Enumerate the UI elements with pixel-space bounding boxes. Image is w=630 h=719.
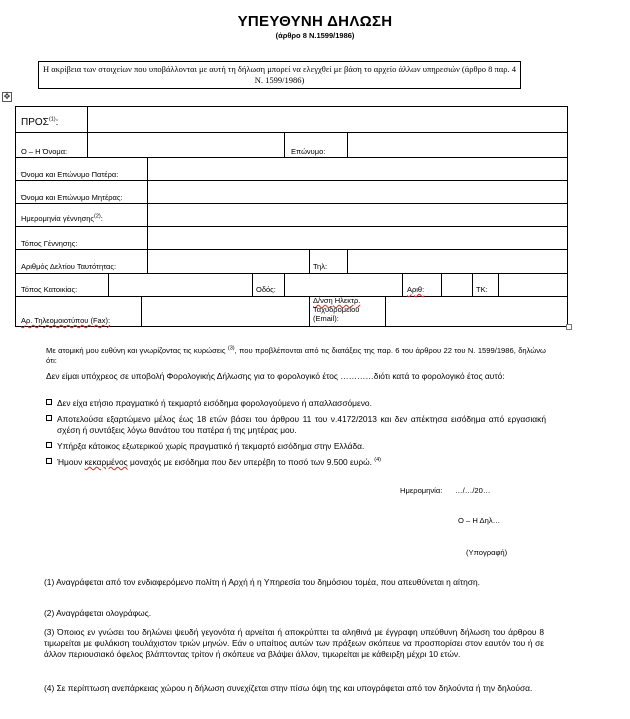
- cell-divider: [498, 273, 499, 296]
- declaration-form-table: [15, 106, 568, 327]
- cell-divider: [385, 296, 386, 327]
- row-divider: [16, 180, 567, 181]
- date-line: Ημερομηνία: …/…/20…: [400, 486, 491, 495]
- cell-divider: [472, 273, 473, 296]
- row-divider: [16, 273, 567, 274]
- option-row-1[interactable]: Δεν είχα ετήσιο πραγματικό ή τεκμαρτό εισόδημα φορολογούμενο ή απαλλασσόμενο.: [46, 398, 546, 409]
- footnote-3: (3) Όποιος εν γνώσει του δηλώνει ψευδή γεγονότα ή αρνείται ή αποκρύπτει τα αληθινά με έγγραφη υπεύθυνη δήλωση του άρθρου 8 τιμωρείται με φυλάκιση τουλάχιστον τριών μηνών. Εάν ο υπαίτιος αυτών των πράξεων σκόπευε να προσπορίσει στον εαυτόν του ή σε άλλον περιουσιακό όφελος βλάπτοντας τρίτον ή σκόπευε να βλάψει άλλον, τιμωρείται με κάθειρξη μέχρι 10 ετών.: [44, 627, 544, 659]
- first-name-label: Ο – Η Όνομα:: [21, 147, 68, 156]
- residence-label: Τόπος Κατοικίας:: [21, 285, 78, 294]
- row-divider: [16, 249, 567, 250]
- cell-divider: [141, 296, 142, 327]
- checkbox-icon[interactable]: [46, 442, 52, 448]
- table-resize-handle[interactable]: [566, 324, 572, 330]
- row-divider: [16, 157, 567, 158]
- cell-divider: [87, 132, 88, 157]
- cell-divider: [147, 249, 148, 273]
- cell-divider: [309, 249, 310, 273]
- email-label: Δ/νση Ηλεκτρ. Ταχυδρομείου (Email):: [313, 296, 361, 323]
- accuracy-note-box: [38, 61, 521, 89]
- street-label: Οδός:: [256, 285, 276, 294]
- option-row-4[interactable]: Ήμουν κεκαρμένος μοναχός με εισόδημα που δεν υπερέβη το ποσό των 9.500 ευρώ. $^{(4)}$: [46, 457, 546, 468]
- phone-label: Τηλ:: [313, 262, 328, 271]
- row-divider: [16, 132, 567, 133]
- document-title: ΥΠΕΥΘΥΝΗ ΔΗΛΩΣΗ: [237, 13, 393, 30]
- postal-code-label: ΤΚ:: [476, 285, 488, 294]
- fax-label: Αρ. Τηλεομοιοτύπου (Fax):: [21, 316, 111, 325]
- id-card-label: Αριθμός Δελτίου Ταυτότητας:: [21, 262, 117, 271]
- signature-label: (Υπογραφή): [466, 548, 508, 557]
- table-move-handle-icon[interactable]: ✥: [3, 92, 11, 101]
- cell-divider: [309, 296, 310, 327]
- row-divider: [16, 203, 567, 204]
- row-divider: [16, 226, 567, 227]
- cell-divider: [147, 157, 148, 203]
- document-subtitle: (άρθρο 8 Ν.1599/1986): [275, 31, 355, 40]
- declarant-label: Ο – Η Δηλ…: [458, 516, 501, 525]
- cell-divider: [87, 107, 88, 132]
- birthdate-label: Ημερομηνία γέννησης$^{(2)}$:: [21, 213, 103, 223]
- surname-label: Επώνυμο:: [291, 147, 326, 156]
- checkbox-icon[interactable]: [46, 399, 52, 405]
- cell-divider: [284, 132, 285, 157]
- accuracy-note-text: Η ακρίβεια των στοιχείων που υποβάλλονται με αυτή τη δήλωση μπορεί να ελεγχθεί με βάση το αρχείο άλλων υπηρεσιών (άρθρο 8 παρ. 4 Ν. 1599/1986): [43, 64, 516, 85]
- cell-divider: [347, 249, 348, 273]
- cell-divider: [252, 273, 253, 296]
- footnote-2: (2) Αναγράφεται ολογράφως.: [44, 608, 152, 618]
- checkbox-icon[interactable]: [46, 415, 52, 421]
- row-divider: [16, 296, 567, 297]
- father-name-label: Όνομα και Επώνυμο Πατέρα:: [21, 170, 119, 179]
- statement-paragraph: Δεν είμαι υπόχρεος σε υποβολή Φορολογικής Δήλωσης για το φορολογικό έτος …………διότι κατά το φορολογικό έτος αυτό:: [46, 371, 505, 381]
- mother-name-label: Όνομα και Επώνυμο Μητέρας:: [21, 193, 123, 202]
- cell-divider: [284, 273, 285, 296]
- footnote-4: (4) Σε περίπτωση ανεπάρκειας χώρου η δήλωση συνεχίζεται στην πίσω όψη της και υπογράφεται από τον δηλούντα ή την δηλούσα.: [44, 683, 533, 693]
- option-row-3[interactable]: Υπήρξα κάτοικος εξωτερικού χωρίς πραγματικό ή τεκμαρτό εισόδημα στην Ελλάδα.: [46, 441, 546, 452]
- recipient-label: ΠΡΟΣ$^{(1)}$:: [21, 116, 59, 128]
- cell-divider: [441, 273, 442, 296]
- cell-divider: [108, 273, 109, 296]
- option-row-2[interactable]: Αποτελούσα εξαρτώμενο μέλος έως 18 ετών βάσει του άρθρου 11 του ν.4172/2013 και δεν απέκτησα εισόδημα από εργασιακή σχέση ή συντάξεις λόγω θανάτου του πατέρα ή της μητέρας μου.: [46, 414, 546, 436]
- cell-divider: [402, 273, 403, 296]
- street-number-label: Αριθ:: [407, 285, 425, 294]
- cell-divider: [147, 203, 148, 249]
- footnote-1: (1) Αναγράφεται από τον ενδιαφερόμενο πολίτη ή Αρχή ή η Υπηρεσία του δημόσιου τομέα, που απευθύνεται η αίτηση.: [44, 577, 480, 587]
- checkbox-icon[interactable]: [46, 458, 52, 464]
- cell-divider: [347, 132, 348, 157]
- birthplace-label: Τόπος Γέννησης:: [21, 239, 78, 248]
- intro-paragraph: Με ατομική μου ευθύνη και γνωρίζοντας τις κυρώσεις $^{(3)}$, που προβλέπονται από τις διατάξεις της παρ. 6 του άρθρου 22 του Ν. 1599/1986, δηλώνω ότι:: [46, 345, 546, 365]
